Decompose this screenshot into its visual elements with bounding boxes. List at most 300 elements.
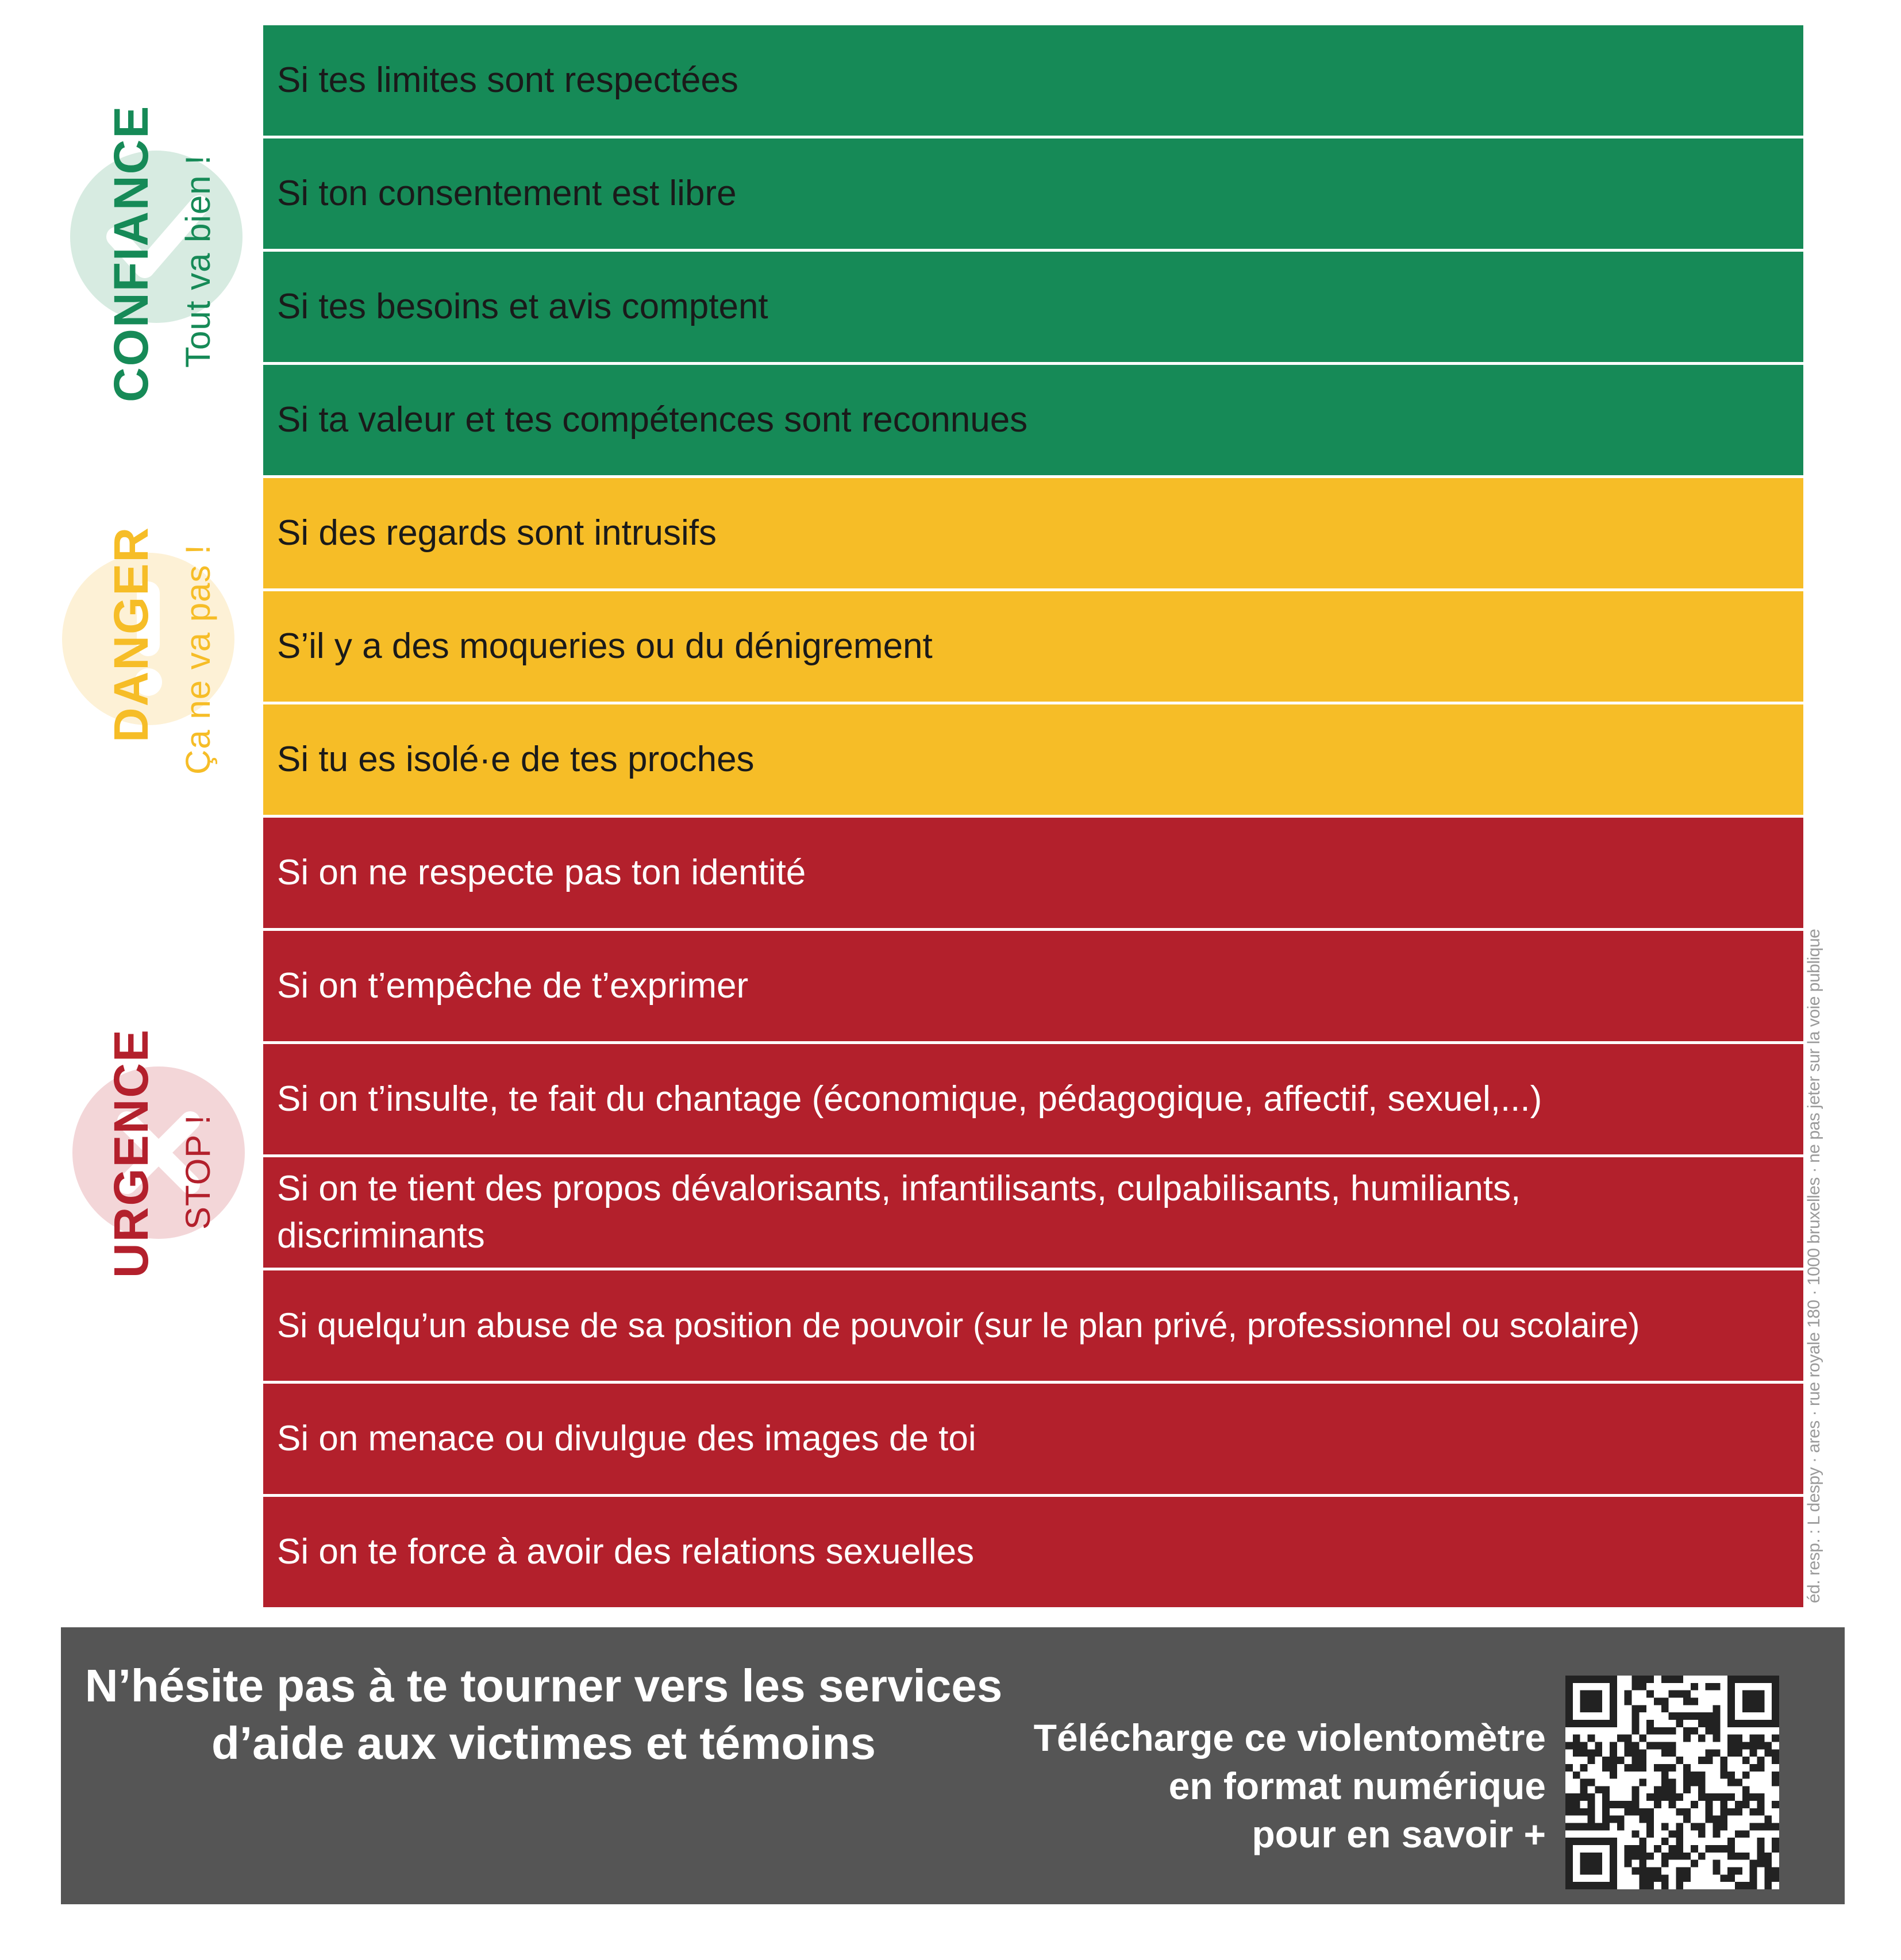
qr-module (1757, 1853, 1765, 1860)
qr-module (1757, 1735, 1765, 1742)
qr-module (1631, 1727, 1639, 1735)
qr-module (1639, 1757, 1646, 1764)
qr-module (1639, 1874, 1646, 1882)
qr-module (1625, 1742, 1632, 1749)
qr-module (1669, 1764, 1676, 1772)
qr-module (1735, 1853, 1742, 1860)
qr-module (1639, 1683, 1646, 1691)
row-text: Si ton consentement est libre (277, 174, 737, 213)
qr-module (1639, 1853, 1646, 1860)
qr-module (1646, 1727, 1654, 1735)
qr-module (1580, 1823, 1588, 1831)
qr-module (1772, 1735, 1779, 1742)
qr-module (1698, 1720, 1706, 1727)
qr-module (1610, 1764, 1617, 1772)
qr-module (1580, 1742, 1588, 1749)
qr-module (1772, 1772, 1779, 1779)
qr-module (1757, 1860, 1765, 1867)
qr-module (1602, 1793, 1610, 1801)
qr-module (1610, 1712, 1617, 1720)
row-text: S’il y a des moqueries ou du dénigrement (277, 626, 933, 666)
qr-module (1676, 1691, 1683, 1698)
qr-module (1706, 1808, 1713, 1816)
qr-module (1580, 1720, 1588, 1727)
qr-module (1750, 1742, 1757, 1749)
qr-module (1698, 1772, 1706, 1779)
qr-module (1735, 1676, 1742, 1683)
qr-module (1646, 1793, 1654, 1801)
qr-module (1750, 1882, 1757, 1889)
qr-module (1713, 1749, 1721, 1757)
qr-module (1646, 1874, 1654, 1882)
qr-module (1587, 1823, 1595, 1831)
qr-module (1683, 1853, 1691, 1860)
qr-module (1691, 1845, 1698, 1853)
scale-row (263, 704, 1803, 815)
qr-module (1735, 1801, 1742, 1808)
qr-module (1573, 1808, 1580, 1816)
qr-module (1610, 1742, 1617, 1749)
qr-module (1610, 1867, 1617, 1875)
row-text: Si quelqu’un abuse de sa position de pouvoir (sur le plan privé, professionnel ou scolaire) (277, 1306, 1640, 1345)
qr-module (1625, 1845, 1632, 1853)
qr-module (1661, 1882, 1669, 1889)
qr-module (1580, 1691, 1588, 1698)
qr-module (1646, 1676, 1654, 1683)
qr-module (1683, 1816, 1691, 1823)
publisher-credit: éd. resp. : L despy · ares · rue royale 180 · 1000 bruxelles · ne pas jeter sur la voie publique (1804, 929, 1823, 1603)
danger-subtitle: Ça ne va pas ! (179, 544, 217, 775)
qr-module (1676, 1830, 1683, 1838)
qr-module (1669, 1853, 1676, 1860)
scale-row (263, 818, 1803, 928)
qr-module (1587, 1779, 1595, 1786)
qr-module (1713, 1793, 1721, 1801)
scale-row (263, 25, 1803, 136)
qr-module (1587, 1720, 1595, 1727)
qr-module (1683, 1867, 1691, 1875)
qr-module (1639, 1838, 1646, 1845)
qr-module (1764, 1853, 1772, 1860)
qr-module (1610, 1816, 1617, 1823)
qr-module (1750, 1697, 1757, 1705)
qr-module (1587, 1676, 1595, 1683)
qr-module (1757, 1691, 1765, 1698)
qr-module (1735, 1779, 1742, 1786)
qr-module (1698, 1823, 1706, 1831)
qr-module (1713, 1683, 1721, 1691)
qr-module (1639, 1676, 1646, 1683)
qr-module (1573, 1676, 1580, 1683)
qr-module (1764, 1882, 1772, 1889)
qr-module (1602, 1786, 1610, 1793)
qr-module (1573, 1735, 1580, 1742)
qr-module (1691, 1823, 1698, 1831)
qr-module (1617, 1801, 1625, 1808)
qr-module (1631, 1808, 1639, 1816)
qr-module (1676, 1867, 1683, 1875)
qr-module (1646, 1882, 1654, 1889)
qr-module (1573, 1801, 1580, 1808)
qr-module (1757, 1697, 1765, 1705)
qr-module (1625, 1853, 1632, 1860)
qr-module (1610, 1676, 1617, 1683)
qr-module (1610, 1853, 1617, 1860)
qr-module (1587, 1697, 1595, 1705)
qr-module (1772, 1867, 1779, 1875)
download-line: en format numérique (1168, 1765, 1546, 1807)
qr-module (1713, 1860, 1721, 1867)
qr-module (1587, 1867, 1595, 1875)
qr-module (1691, 1683, 1698, 1691)
qr-module (1706, 1793, 1713, 1801)
qr-code-icon[interactable] (1565, 1676, 1779, 1889)
qr-module (1727, 1712, 1735, 1720)
qr-module (1757, 1808, 1765, 1816)
qr-module (1595, 1867, 1602, 1875)
qr-module (1646, 1816, 1654, 1823)
qr-module (1720, 1801, 1727, 1808)
qr-module (1713, 1735, 1721, 1742)
qr-module (1720, 1772, 1727, 1779)
row-text: Si tu es isolé·e de tes proches (277, 740, 755, 779)
qr-module (1735, 1749, 1742, 1757)
qr-module (1727, 1845, 1735, 1853)
qr-module (1691, 1712, 1698, 1720)
qr-module (1610, 1860, 1617, 1867)
qr-module (1631, 1720, 1639, 1727)
qr-module (1587, 1705, 1595, 1712)
qr-module (1713, 1830, 1721, 1838)
qr-module (1595, 1705, 1602, 1712)
qr-module (1669, 1691, 1676, 1698)
download-text (856, 1713, 1546, 1858)
qr-module (1772, 1712, 1779, 1720)
qr-module (1602, 1823, 1610, 1831)
qr-module (1713, 1867, 1721, 1875)
qr-module (1742, 1793, 1750, 1801)
qr-module (1727, 1683, 1735, 1691)
qr-module (1595, 1676, 1602, 1683)
qr-module (1610, 1757, 1617, 1764)
qr-module (1646, 1830, 1654, 1838)
qr-module (1676, 1712, 1683, 1720)
qr-module (1639, 1845, 1646, 1853)
qr-module (1625, 1691, 1632, 1698)
qr-module (1764, 1816, 1772, 1823)
qr-module (1735, 1882, 1742, 1889)
qr-module (1698, 1830, 1706, 1838)
qr-module (1661, 1772, 1669, 1779)
qr-module (1610, 1691, 1617, 1698)
qr-module (1669, 1749, 1676, 1757)
qr-module (1661, 1705, 1669, 1712)
qr-module (1661, 1697, 1669, 1705)
qr-module (1580, 1808, 1588, 1816)
scale-row (263, 138, 1803, 249)
qr-module (1735, 1735, 1742, 1742)
qr-module (1669, 1712, 1676, 1720)
qr-module (1698, 1712, 1706, 1720)
qr-module (1602, 1764, 1610, 1772)
qr-module (1713, 1720, 1721, 1727)
download-line: Télécharge ce violentomètre (1033, 1716, 1546, 1759)
qr-module (1631, 1749, 1639, 1757)
qr-module (1735, 1720, 1742, 1727)
qr-module (1654, 1874, 1661, 1882)
qr-module (1565, 1764, 1573, 1772)
qr-module (1669, 1742, 1676, 1749)
row-text: Si on t’empêche de t’exprimer (277, 966, 749, 1006)
qr-module (1698, 1786, 1706, 1793)
qr-module (1661, 1742, 1669, 1749)
qr-module (1727, 1772, 1735, 1779)
qr-module (1565, 1823, 1573, 1831)
qr-module (1727, 1867, 1735, 1875)
urgence-title: URGENCE (104, 1028, 158, 1278)
footer-banner (61, 1627, 1845, 1904)
qr-module (1757, 1845, 1765, 1853)
qr-module (1610, 1697, 1617, 1705)
qr-module (1750, 1867, 1757, 1875)
qr-module (1625, 1801, 1632, 1808)
qr-module (1595, 1691, 1602, 1698)
qr-module (1595, 1838, 1602, 1845)
qr-module (1587, 1853, 1595, 1860)
qr-module (1587, 1816, 1595, 1823)
qr-module (1742, 1801, 1750, 1808)
qr-module (1742, 1697, 1750, 1705)
qr-module (1617, 1823, 1625, 1831)
qr-module (1750, 1735, 1757, 1742)
qr-module (1580, 1697, 1588, 1705)
qr-module (1691, 1801, 1698, 1808)
qr-module (1676, 1720, 1683, 1727)
qr-module (1587, 1808, 1595, 1816)
qr-module (1587, 1882, 1595, 1889)
qr-module (1698, 1757, 1706, 1764)
qr-module (1706, 1727, 1713, 1735)
qr-module (1587, 1860, 1595, 1867)
qr-module (1654, 1764, 1661, 1772)
qr-module (1750, 1793, 1757, 1801)
scale-row (263, 365, 1803, 475)
qr-module (1639, 1749, 1646, 1757)
qr-module (1565, 1697, 1573, 1705)
qr-module (1742, 1757, 1750, 1764)
qr-module (1691, 1697, 1698, 1705)
qr-module (1706, 1712, 1713, 1720)
qr-module (1764, 1749, 1772, 1757)
qr-module (1757, 1801, 1765, 1808)
row-text: Si on te tient des propos dévalorisants, infantilisants, culpabilisants, humiliants, discriminants (277, 1169, 1521, 1256)
qr-module (1661, 1749, 1669, 1757)
qr-module (1683, 1808, 1691, 1816)
qr-module (1661, 1764, 1669, 1772)
qr-module (1676, 1882, 1683, 1889)
qr-module (1580, 1786, 1588, 1793)
qr-module (1764, 1867, 1772, 1875)
qr-module (1772, 1845, 1779, 1853)
qr-module (1750, 1823, 1757, 1831)
qr-module (1757, 1705, 1765, 1712)
qr-module (1757, 1793, 1765, 1801)
qr-module (1750, 1749, 1757, 1757)
qr-module (1742, 1742, 1750, 1749)
qr-module (1757, 1764, 1765, 1772)
qr-module (1706, 1683, 1713, 1691)
qr-module (1595, 1742, 1602, 1749)
qr-module (1772, 1779, 1779, 1786)
qr-module (1742, 1882, 1750, 1889)
qr-module (1587, 1838, 1595, 1845)
qr-module (1757, 1823, 1765, 1831)
qr-module (1573, 1882, 1580, 1889)
qr-module (1565, 1808, 1573, 1816)
row-text: Si ta valeur et tes compétences sont reconnues (277, 400, 1028, 440)
qr-module (1639, 1779, 1646, 1786)
qr-module (1713, 1712, 1721, 1720)
qr-module (1595, 1882, 1602, 1889)
qr-module (1698, 1853, 1706, 1860)
qr-module (1610, 1720, 1617, 1727)
qr-module (1742, 1720, 1750, 1727)
qr-module (1742, 1705, 1750, 1712)
qr-module (1669, 1727, 1676, 1735)
qr-module (1691, 1860, 1698, 1867)
qr-module (1750, 1676, 1757, 1683)
qr-module (1727, 1735, 1735, 1742)
level-labels (0, 0, 253, 1609)
qr-module (1565, 1874, 1573, 1882)
qr-module (1683, 1764, 1691, 1772)
qr-module (1772, 1749, 1779, 1757)
qr-module (1610, 1705, 1617, 1712)
qr-module (1757, 1720, 1765, 1727)
qr-module (1706, 1720, 1713, 1727)
qr-module (1742, 1830, 1750, 1838)
qr-module (1646, 1742, 1654, 1749)
qr-module (1580, 1860, 1588, 1867)
qr-module (1617, 1816, 1625, 1823)
qr-module (1610, 1882, 1617, 1889)
qr-module (1654, 1697, 1661, 1705)
qr-module (1595, 1860, 1602, 1867)
qr-module (1587, 1691, 1595, 1698)
qr-module (1631, 1867, 1639, 1875)
scale-row (263, 1384, 1803, 1494)
row-text: Si tes besoins et avis comptent (277, 287, 768, 326)
qr-module (1727, 1853, 1735, 1860)
qr-code-graphic (1565, 1676, 1779, 1889)
qr-module (1683, 1779, 1691, 1786)
qr-module (1610, 1683, 1617, 1691)
qr-module (1625, 1808, 1632, 1816)
qr-module (1669, 1845, 1676, 1853)
qr-module (1631, 1786, 1639, 1793)
qr-module (1720, 1823, 1727, 1831)
qr-module (1646, 1823, 1654, 1831)
qr-module (1720, 1764, 1727, 1772)
qr-module (1661, 1786, 1669, 1793)
qr-module (1625, 1697, 1632, 1705)
qr-module (1676, 1874, 1683, 1882)
qr-module (1676, 1676, 1683, 1683)
qr-module (1573, 1749, 1580, 1757)
qr-module (1661, 1793, 1669, 1801)
qr-module (1720, 1793, 1727, 1801)
qr-module (1742, 1786, 1750, 1793)
qr-module (1565, 1691, 1573, 1698)
qr-module (1727, 1793, 1735, 1801)
qr-module (1580, 1793, 1588, 1801)
qr-module (1565, 1705, 1573, 1712)
qr-module (1742, 1853, 1750, 1860)
qr-module (1631, 1705, 1639, 1712)
qr-module (1661, 1874, 1669, 1882)
qr-module (1750, 1808, 1757, 1816)
qr-module (1573, 1772, 1580, 1779)
qr-module (1727, 1838, 1735, 1845)
qr-module (1691, 1727, 1698, 1735)
qr-module (1573, 1838, 1580, 1845)
qr-module (1610, 1838, 1617, 1845)
qr-module (1580, 1867, 1588, 1875)
row-text: Si on ne respecte pas ton identité (277, 853, 806, 892)
qr-module (1602, 1838, 1610, 1845)
qr-module (1595, 1749, 1602, 1757)
qr-module (1587, 1801, 1595, 1808)
urgence-subtitle: STOP ! (179, 1114, 217, 1230)
qr-module (1631, 1764, 1639, 1772)
qr-module (1646, 1867, 1654, 1875)
qr-module (1631, 1676, 1639, 1683)
qr-module (1602, 1816, 1610, 1823)
qr-module (1625, 1749, 1632, 1757)
qr-module (1654, 1786, 1661, 1793)
qr-module (1669, 1801, 1676, 1808)
qr-module (1735, 1867, 1742, 1875)
qr-module (1764, 1742, 1772, 1749)
qr-module (1631, 1742, 1639, 1749)
qr-module (1720, 1757, 1727, 1764)
qr-module (1683, 1727, 1691, 1735)
row-text: Si tes limites sont respectées (277, 60, 738, 100)
qr-module (1727, 1742, 1735, 1749)
qr-module (1669, 1830, 1676, 1838)
qr-module (1683, 1735, 1691, 1742)
qr-module (1764, 1720, 1772, 1727)
qr-module (1661, 1823, 1669, 1831)
qr-module (1727, 1808, 1735, 1816)
qr-module (1735, 1742, 1742, 1749)
qr-module (1587, 1793, 1595, 1801)
qr-module (1764, 1860, 1772, 1867)
scale-row (263, 1497, 1803, 1607)
qr-module (1602, 1801, 1610, 1808)
qr-module (1750, 1764, 1757, 1772)
qr-module (1720, 1874, 1727, 1882)
qr-module (1661, 1838, 1669, 1845)
qr-module (1772, 1801, 1779, 1808)
qr-module (1646, 1691, 1654, 1698)
qr-module (1631, 1683, 1639, 1691)
qr-module (1772, 1757, 1779, 1764)
qr-module (1772, 1691, 1779, 1698)
qr-module (1661, 1860, 1669, 1867)
qr-module (1772, 1838, 1779, 1845)
qr-module (1631, 1845, 1639, 1853)
